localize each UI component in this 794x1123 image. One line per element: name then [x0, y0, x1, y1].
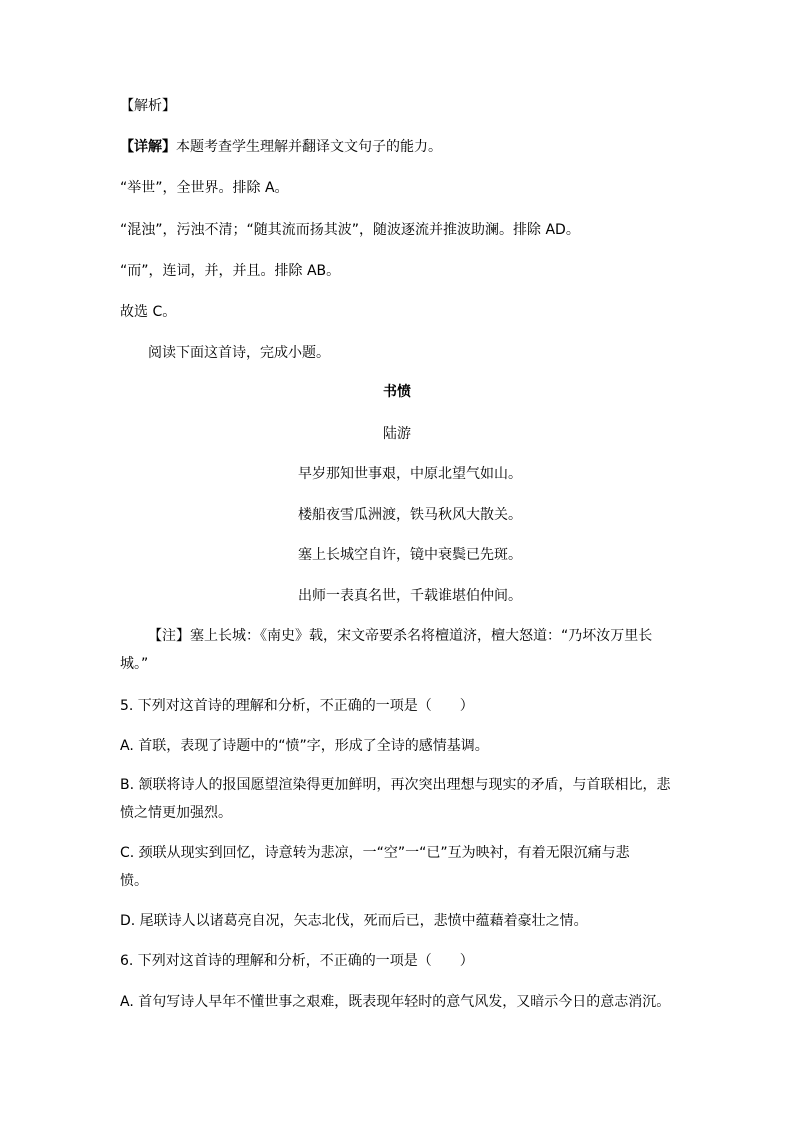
poem-line-2: 楼船夜雪瓜洲渡，铁马秋风大散关。: [298, 507, 522, 523]
poem-line-1: 早岁那知世事艰，中原北望气如山。: [298, 466, 522, 482]
question-6-stem: 6. 下列对这首诗的理解和分析，不正确的一项是（ ）: [120, 953, 474, 969]
question-6-option-a: A. 首句写诗人早年不懂世事之艰难，既表现年轻时的意气风发，又暗示今日的意志消沉。: [120, 994, 671, 1010]
question-5-option-d: D. 尾联诗人以诸葛亮自况，矢志北伐，死而后已，悲愤中蕴藉着豪壮之情。: [120, 913, 588, 929]
poem-line-3: 塞上长城空自许，镜中衰鬓已先斑。: [298, 547, 522, 563]
reading-instruction: 阅读下面这首诗，完成小题。: [148, 345, 330, 361]
detail-text: 本题考查学生理解并翻译文文句子的能力。: [176, 139, 442, 155]
question-5-option-b-line-2: 愤之情更加强烈。: [120, 805, 232, 821]
detail-label: 【详解】: [120, 139, 176, 155]
poem-title: 书愤: [383, 384, 411, 400]
detail-paragraph: [120, 137, 442, 157]
analysis-note-3: “而”，连词，并，并且。排除 AB。: [120, 263, 341, 279]
analysis-note-2: “混浊”，污浊不清；“随其流而扬其波”，随波逐流并推波助澜。排除 AD。: [120, 222, 580, 238]
poem-author: 陆游: [383, 426, 411, 442]
question-5-option-c-line-2: 愤。: [120, 873, 148, 889]
poem-line-4: 出师一表真名世，千载谁堪伯仲间。: [298, 588, 522, 604]
analysis-note-1: “举世”，全世界。排除 A。: [120, 180, 289, 196]
question-5-option-c-line-1: C. 颈联从现实到回忆，诗意转为悲凉，一“空”一“已”互为映衬，有着无限沉痛与悲: [120, 845, 630, 861]
question-5-stem: 5. 下列对这首诗的理解和分析，不正确的一项是（ ）: [120, 698, 474, 714]
question-5-option-b-line-1: B. 颔联将诗人的报国愿望渲染得更加鲜明，再次突出理想与现实的矛盾，与首联相比，悲: [120, 777, 671, 793]
annotation-line-2: 城。”: [120, 656, 149, 672]
analysis-header: 【解析】: [120, 98, 176, 114]
annotation-line-1: 【注】塞上长城：《南史》载，宋文帝要杀名将檀道济，檀大怒道：“乃坏汝万里长: [148, 628, 653, 644]
analysis-conclusion: 故选 C。: [120, 304, 177, 320]
question-5-option-a: A. 首联，表现了诗题中的“愤”字，形成了全诗的感情基调。: [120, 738, 489, 754]
